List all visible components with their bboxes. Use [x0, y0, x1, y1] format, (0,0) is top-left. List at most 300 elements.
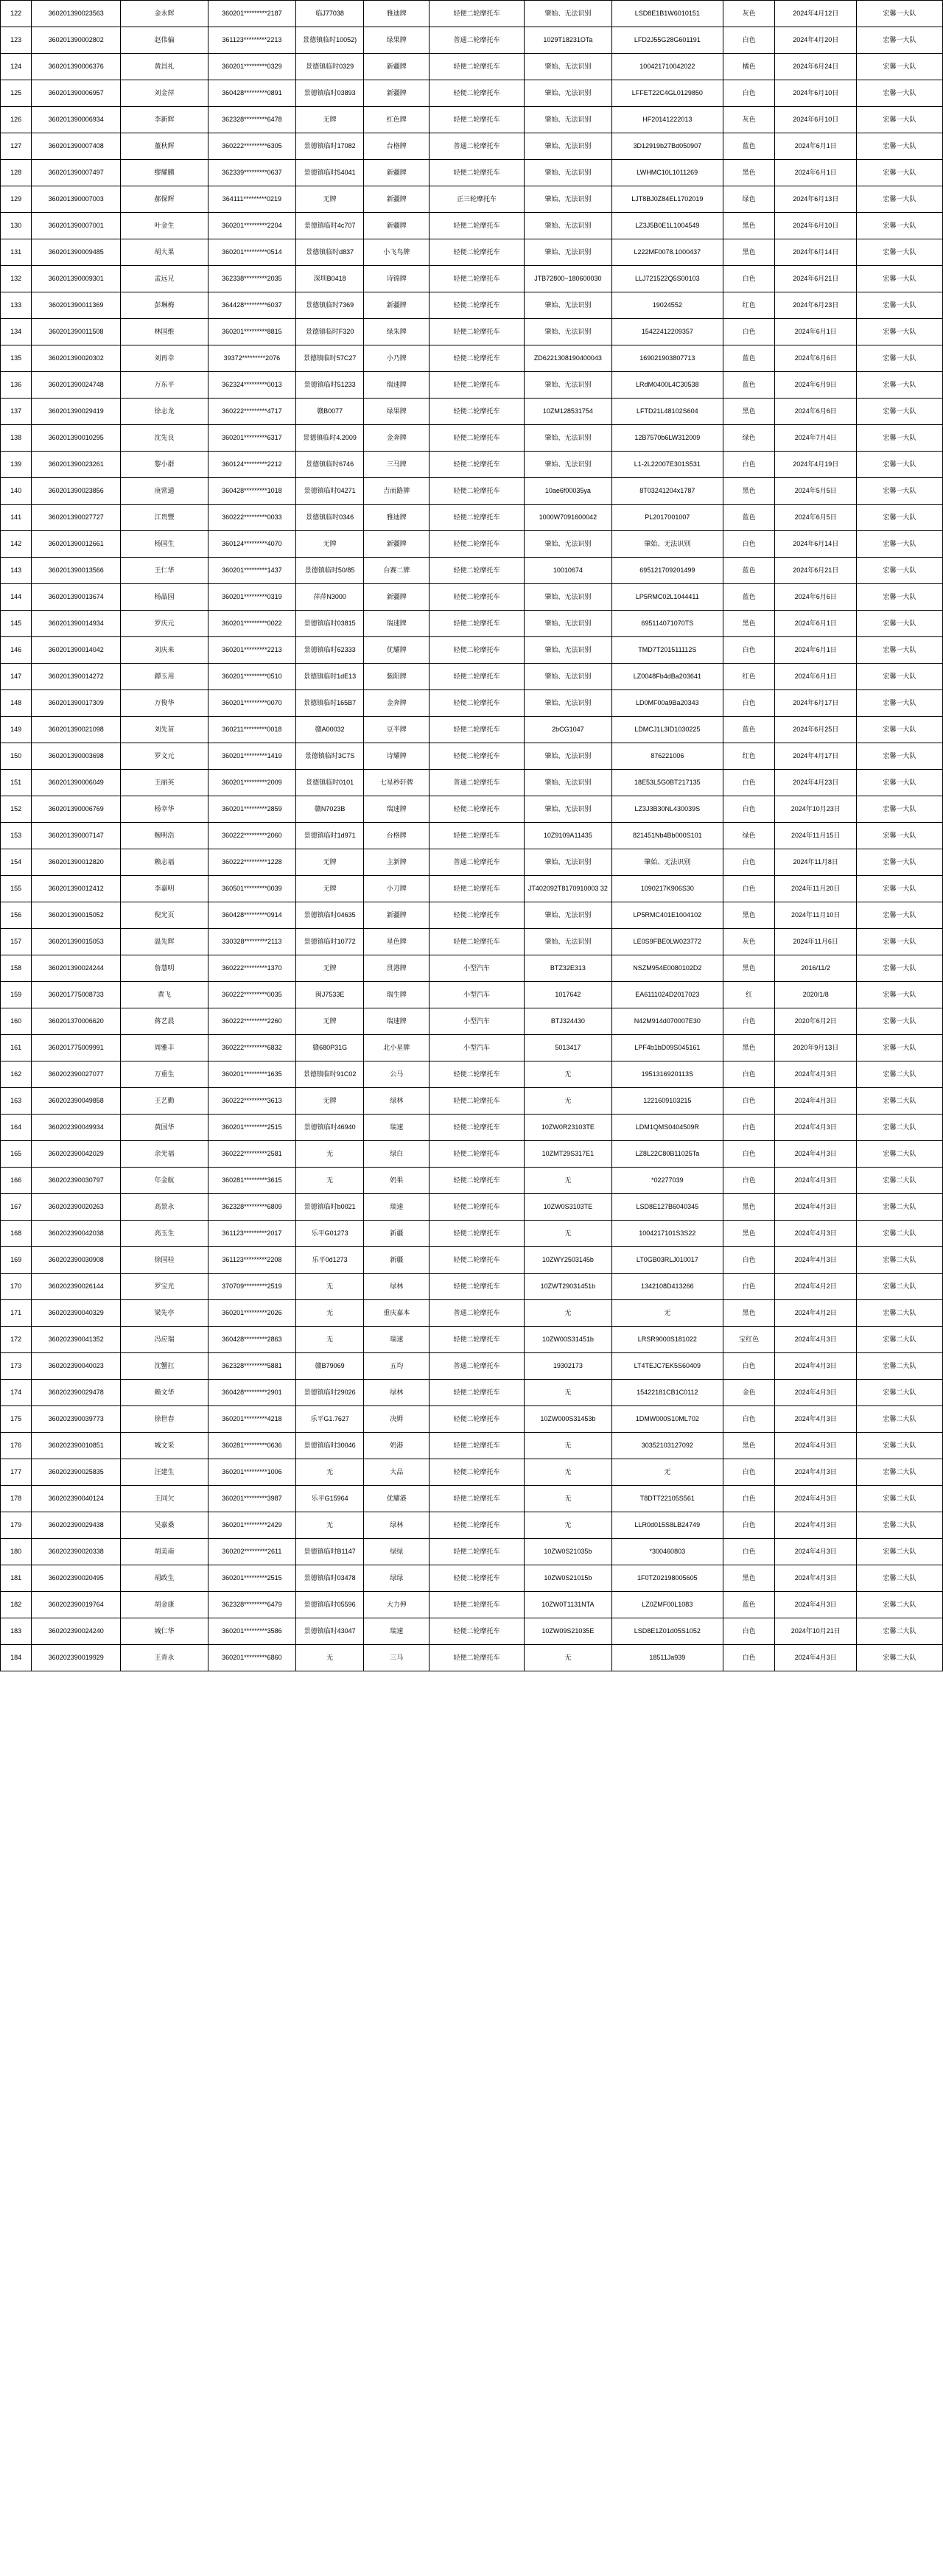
table-cell: 小型汽车: [430, 955, 525, 982]
table-cell: 宏馨一大队: [857, 266, 943, 292]
table-cell: 2024年7月4日: [775, 425, 857, 452]
table-cell: 轻便二轮摩托车: [430, 266, 525, 292]
table-cell: 轻便二轮摩托车: [430, 399, 525, 425]
table-cell: LPF4b1bD09S045161: [611, 1035, 723, 1061]
table-cell: 临J77038: [295, 1, 364, 27]
table-row: [1, 690, 943, 717]
table-cell: 奶果: [364, 1168, 430, 1194]
table-cell: 10ZW000S31453b: [524, 1406, 611, 1433]
table-row: [1, 1353, 943, 1380]
table-cell: 宏馨一大队: [857, 54, 943, 80]
table-cell: 15422412209357: [611, 319, 723, 345]
table-cell: 绿色: [723, 425, 774, 452]
table-cell: LDMCJ1L3ID1030225: [611, 717, 723, 743]
table-row: [1, 1380, 943, 1406]
table-cell: 360201390015052: [32, 902, 121, 929]
table-cell: 无: [524, 1380, 611, 1406]
table-cell: 360201*********2213: [208, 637, 295, 664]
table-cell: 景德镇临时62333: [295, 637, 364, 664]
table-cell: 沈先良: [121, 425, 208, 452]
table-cell: 轻便二轮摩托车: [430, 690, 525, 717]
table-cell: 景德镇临时10052): [295, 27, 364, 54]
table-cell: 黑色: [723, 1194, 774, 1221]
table-cell: 周雅丰: [121, 1035, 208, 1061]
table-cell: 轻便二轮摩托车: [430, 54, 525, 80]
table-cell: 轻便二轮摩托车: [430, 1327, 525, 1353]
table-cell: 景德镇临时91C02: [295, 1061, 364, 1088]
table-row: [1, 54, 943, 80]
table-row: [1, 1592, 943, 1618]
table-cell: 无: [295, 1274, 364, 1300]
table-cell: 江贵豐: [121, 505, 208, 531]
table-cell: 白色: [723, 876, 774, 902]
table-row: [1, 1168, 943, 1194]
table-cell: 罗庆元: [121, 611, 208, 637]
table-row: [1, 478, 943, 505]
table-cell: 360201390006934: [32, 107, 121, 133]
table-row: [1, 1, 943, 27]
table-cell: 360201*********6860: [208, 1645, 295, 1671]
table-cell: 159: [1, 982, 32, 1008]
table-cell: 360201390012412: [32, 876, 121, 902]
table-cell: 无: [295, 1459, 364, 1486]
table-cell: 董秋辉: [121, 133, 208, 160]
table-cell: 360201*********2859: [208, 796, 295, 823]
table-cell: LJT8BJ0Z84EL1702019: [611, 186, 723, 213]
table-cell: 宏馨二大队: [857, 1539, 943, 1565]
table-cell: 小刀牌: [364, 876, 430, 902]
table-cell: 叶金生: [121, 213, 208, 239]
table-cell: 183: [1, 1618, 32, 1645]
table-cell: 刘再幸: [121, 345, 208, 372]
table-cell: 肇始、无法识别: [524, 107, 611, 133]
table-cell: 小乃牌: [364, 345, 430, 372]
table-cell: 新疆牌: [364, 902, 430, 929]
table-row: [1, 849, 943, 876]
table-cell: 10ZW09S21035E: [524, 1618, 611, 1645]
table-cell: 157: [1, 929, 32, 955]
table-cell: 高景永: [121, 1194, 208, 1221]
table-cell: 轻便二轮摩托车: [430, 876, 525, 902]
table-cell: 2024年6月1日: [775, 611, 857, 637]
table-cell: 18E53L5G0BT217135: [611, 770, 723, 796]
table-row: [1, 611, 943, 637]
table-cell: 2024年4月3日: [775, 1247, 857, 1274]
table-cell: 宏馨一大队: [857, 372, 943, 399]
table-cell: 黑色: [723, 1300, 774, 1327]
table-cell: 364428*********6037: [208, 292, 295, 319]
table-cell: 新疆牌: [364, 186, 430, 213]
table-cell: 158: [1, 955, 32, 982]
table-cell: 赣B79069: [295, 1353, 364, 1380]
table-cell: 无: [295, 1300, 364, 1327]
table-cell: 361123*********2017: [208, 1221, 295, 1247]
table-cell: 宏馨二大队: [857, 1565, 943, 1592]
table-cell: 2024年6月10日: [775, 80, 857, 107]
table-cell: 2bCG1047: [524, 717, 611, 743]
table-cell: 无: [524, 1088, 611, 1115]
table-cell: 新疆: [364, 1221, 430, 1247]
table-cell: 景德镇临时0346: [295, 505, 364, 531]
table-cell: 新疆: [364, 1247, 430, 1274]
table-cell: 黄国华: [121, 1115, 208, 1141]
table-cell: 白色: [723, 1141, 774, 1168]
table-cell: 肇始、无法识别: [524, 80, 611, 107]
table-cell: 景德镇临时6746: [295, 452, 364, 478]
table-cell: 诗锦牌: [364, 266, 430, 292]
table-cell: 2020/1/8: [775, 982, 857, 1008]
table-cell: 轻便二轮摩托车: [430, 1194, 525, 1221]
table-cell: 360222*********0035: [208, 982, 295, 1008]
table-cell: 绿林: [364, 1088, 430, 1115]
table-cell: 普通二轮摩托车: [430, 1353, 525, 1380]
table-cell: 鲍明浩: [121, 823, 208, 849]
table-cell: 景德镇临时46940: [295, 1115, 364, 1141]
table-cell: 2024年4月23日: [775, 770, 857, 796]
table-cell: 360202390029438: [32, 1512, 121, 1539]
table-cell: 2024年4月2日: [775, 1300, 857, 1327]
table-cell: 2024年4月3日: [775, 1645, 857, 1671]
table-cell: 轻便二轮摩托车: [430, 743, 525, 770]
table-cell: 绿绿: [364, 1565, 430, 1592]
table-cell: 2024年6月21日: [775, 266, 857, 292]
table-row: [1, 160, 943, 186]
table-cell: 2024年6月5日: [775, 505, 857, 531]
table-cell: 184: [1, 1645, 32, 1671]
table-cell: 主新牌: [364, 849, 430, 876]
table-cell: 无: [524, 1221, 611, 1247]
table-cell: 黑色: [723, 160, 774, 186]
table-row: [1, 266, 943, 292]
table-cell: 宏馨一大队: [857, 558, 943, 584]
table-cell: 2024年4月3日: [775, 1115, 857, 1141]
table-cell: 360201*********2429: [208, 1512, 295, 1539]
table-cell: 2024年6月6日: [775, 345, 857, 372]
table-cell: 台格牌: [364, 133, 430, 160]
table-cell: 2024年11月15日: [775, 823, 857, 849]
table-cell: LD0MF00a9Ba20343: [611, 690, 723, 717]
table-cell: 无: [524, 1433, 611, 1459]
table-cell: 绿色: [723, 186, 774, 213]
table-cell: 360201*********3987: [208, 1486, 295, 1512]
table-cell: 180: [1, 1539, 32, 1565]
table-cell: 新疆牌: [364, 54, 430, 80]
table-cell: 360428*********2863: [208, 1327, 295, 1353]
table-cell: 360202390040329: [32, 1300, 121, 1327]
table-row: [1, 27, 943, 54]
table-cell: 18511Ja939: [611, 1645, 723, 1671]
table-cell: 宏馨二大队: [857, 1061, 943, 1088]
table-cell: 宏馨二大队: [857, 1300, 943, 1327]
table-cell: 360201*********1419: [208, 743, 295, 770]
table-cell: 360201390023563: [32, 1, 121, 27]
table-cell: 12B7570b6LW312009: [611, 425, 723, 452]
table-cell: BTJ324430: [524, 1008, 611, 1035]
table-cell: 无牌: [295, 107, 364, 133]
table-cell: 蓝色: [723, 345, 774, 372]
table-cell: 轻便二轮摩托车: [430, 505, 525, 531]
table-cell: 黑色: [723, 1565, 774, 1592]
table-cell: 360201390009485: [32, 239, 121, 266]
table-cell: 轻便二轮摩托车: [430, 1274, 525, 1300]
table-cell: 肇始、无法识别: [524, 160, 611, 186]
table-cell: 轻便二轮摩托车: [430, 1, 525, 27]
table-cell: 景德镇临时54041: [295, 160, 364, 186]
table-cell: 153: [1, 823, 32, 849]
table-cell: 360201*********1437: [208, 558, 295, 584]
table-cell: 155: [1, 876, 32, 902]
table-cell: 2024年6月10日: [775, 213, 857, 239]
table-cell: 19302173: [524, 1353, 611, 1380]
table-cell: 梁先亭: [121, 1300, 208, 1327]
table-cell: 无: [524, 1300, 611, 1327]
table-cell: 小飞鸟牌: [364, 239, 430, 266]
table-cell: 黑色: [723, 902, 774, 929]
table-cell: 1DMW000S10ML702: [611, 1406, 723, 1433]
table-cell: 179: [1, 1512, 32, 1539]
table-cell: 宏馨一大队: [857, 186, 943, 213]
table-row: [1, 558, 943, 584]
table-cell: 134: [1, 319, 32, 345]
table-cell: 361123*********2213: [208, 27, 295, 54]
table-cell: 宏馨二大队: [857, 1406, 943, 1433]
table-cell: 普通二轮摩托车: [430, 849, 525, 876]
table-cell: 2024年4月3日: [775, 1565, 857, 1592]
table-cell: 360211*********0018: [208, 717, 295, 743]
table-cell: 宏馨一大队: [857, 160, 943, 186]
table-cell: 景德镇临时165B7: [295, 690, 364, 717]
table-cell: 2024年11月8日: [775, 849, 857, 876]
table-cell: 宏馨二大队: [857, 1327, 943, 1353]
table-cell: 360201775009991: [32, 1035, 121, 1061]
table-cell: 2024年6月1日: [775, 319, 857, 345]
table-cell: 2024年6月25日: [775, 717, 857, 743]
table-cell: 景德镇临时03815: [295, 611, 364, 637]
table-cell: 10ZWY2503145b: [524, 1247, 611, 1274]
table-cell: 360201390014042: [32, 637, 121, 664]
table-cell: 宏馨一大队: [857, 1008, 943, 1035]
table-cell: 360202390020495: [32, 1565, 121, 1592]
table-cell: 肇始、无法识别: [524, 531, 611, 558]
table-cell: 轻便二轮摩托车: [430, 292, 525, 319]
table-cell: LP5RMC401E1004102: [611, 902, 723, 929]
table-cell: 刘金萍: [121, 80, 208, 107]
table-cell: 景德镇临时05596: [295, 1592, 364, 1618]
table-cell: 174: [1, 1380, 32, 1406]
table-cell: 360222*********4717: [208, 399, 295, 425]
table-cell: 郝保辉: [121, 186, 208, 213]
table-cell: 2024年11月6日: [775, 929, 857, 955]
table-cell: 轻便二轮摩托车: [430, 1459, 525, 1486]
table-cell: 360501*********0039: [208, 876, 295, 902]
table-cell: 肇始、无法识别: [524, 690, 611, 717]
table-cell: 高玉生: [121, 1221, 208, 1247]
table-cell: 360202390041352: [32, 1327, 121, 1353]
table-cell: LLR0d015S8LB24749: [611, 1512, 723, 1539]
table-cell: 168: [1, 1221, 32, 1247]
table-cell: 宏馨一大队: [857, 292, 943, 319]
table-cell: 肇始、无法识别: [524, 133, 611, 160]
table-row: [1, 372, 943, 399]
table-cell: 5013417: [524, 1035, 611, 1061]
table-cell: 360428*********1018: [208, 478, 295, 505]
table-cell: TMD7T201511112S: [611, 637, 723, 664]
table-cell: 肇始、无法识别: [524, 239, 611, 266]
table-cell: 红色牌: [364, 107, 430, 133]
table-cell: 轻便二轮摩托车: [430, 452, 525, 478]
table-cell: LSD8E1B1W6010151: [611, 1, 723, 27]
table-cell: 360202390026144: [32, 1274, 121, 1300]
table-row: [1, 292, 943, 319]
table-cell: 360428*********0914: [208, 902, 295, 929]
table-cell: 黑色: [723, 1221, 774, 1247]
table-cell: 瑞生牌: [364, 982, 430, 1008]
table-cell: 154: [1, 849, 32, 876]
table-cell: 宏馨一大队: [857, 982, 943, 1008]
table-cell: 360202390024240: [32, 1618, 121, 1645]
table-cell: 360201390012661: [32, 531, 121, 558]
table-cell: 白色: [723, 849, 774, 876]
table-cell: 360201*********2009: [208, 770, 295, 796]
table-cell: 2024年6月1日: [775, 160, 857, 186]
table-cell: 王艺勤: [121, 1088, 208, 1115]
table-cell: 轻便二轮摩托车: [430, 1247, 525, 1274]
table-cell: 贯港牌: [364, 955, 430, 982]
table-cell: 绿林: [364, 1380, 430, 1406]
table-cell: T8DTT22105S561: [611, 1486, 723, 1512]
table-cell: 胡美南: [121, 1539, 208, 1565]
table-cell: 白色: [723, 1486, 774, 1512]
table-cell: 庚常通: [121, 478, 208, 505]
table-row: [1, 1247, 943, 1274]
table-cell: 362328*********5881: [208, 1353, 295, 1380]
table-cell: 360201370006620: [32, 1008, 121, 1035]
table-cell: 景德镇临时1dE13: [295, 664, 364, 690]
table-cell: 白色: [723, 1088, 774, 1115]
table-row: [1, 1008, 943, 1035]
table-cell: 10ae6f00035ya: [524, 478, 611, 505]
table-cell: 167: [1, 1194, 32, 1221]
table-cell: 城仁华: [121, 1618, 208, 1645]
table-cell: 无牌: [295, 955, 364, 982]
table-cell: 360201*********2026: [208, 1300, 295, 1327]
table-cell: 宏馨一大队: [857, 1035, 943, 1061]
table-row: [1, 1221, 943, 1247]
table-cell: 39372*********2076: [208, 345, 295, 372]
table-cell: LZ3J3B30NL430039S: [611, 796, 723, 823]
table-cell: 余光福: [121, 1141, 208, 1168]
table-cell: 蓝色: [723, 558, 774, 584]
table-cell: 轻便二轮摩托车: [430, 1141, 525, 1168]
table-cell: 白色: [723, 1406, 774, 1433]
table-cell: 2024年4月2日: [775, 1274, 857, 1300]
table-cell: 台赛二牌: [364, 558, 430, 584]
table-cell: 无牌: [295, 1088, 364, 1115]
table-cell: 冯应瑞: [121, 1327, 208, 1353]
table-cell: 2024年6月24日: [775, 54, 857, 80]
table-cell: 轻便二轮摩托车: [430, 1380, 525, 1406]
table-row: [1, 770, 943, 796]
table-cell: 景德镇临时0329: [295, 54, 364, 80]
table-cell: 蓝色: [723, 717, 774, 743]
table-cell: 黑色: [723, 1433, 774, 1459]
table-cell: 126: [1, 107, 32, 133]
table-cell: 360201390014272: [32, 664, 121, 690]
table-cell: 肇始、无法识别: [524, 213, 611, 239]
table-cell: 152: [1, 796, 32, 823]
table-cell: 肇始、无法识别: [524, 637, 611, 664]
table-cell: 136: [1, 372, 32, 399]
table-row: [1, 425, 943, 452]
table-cell: 刘先苗: [121, 717, 208, 743]
table-cell: 2024年6月1日: [775, 133, 857, 160]
table-row: [1, 982, 943, 1008]
table-cell: 景德镇临时3C7S: [295, 743, 364, 770]
table-cell: 370709*********2519: [208, 1274, 295, 1300]
table-cell: 181: [1, 1565, 32, 1592]
table-cell: LLJ721522Q5S00103: [611, 266, 723, 292]
table-cell: BTZ32E313: [524, 955, 611, 982]
table-cell: 轻便二轮摩托车: [430, 345, 525, 372]
table-cell: 肇始、无法识别: [524, 452, 611, 478]
table-cell: 无: [524, 1061, 611, 1088]
table-cell: 肇始、无法识别: [524, 611, 611, 637]
table-cell: 30352103127092: [611, 1433, 723, 1459]
table-cell: 360202390040124: [32, 1486, 121, 1512]
table-cell: 2024年4月3日: [775, 1592, 857, 1618]
table-cell: 3D12919b27Bd050907: [611, 133, 723, 160]
table-cell: 360222*********6305: [208, 133, 295, 160]
table-cell: 无牌: [295, 849, 364, 876]
table-row: [1, 399, 943, 425]
table-cell: 360201390002802: [32, 27, 121, 54]
table-cell: 赣A00032: [295, 717, 364, 743]
table-cell: LZ0048Fb4dBa203641: [611, 664, 723, 690]
table-cell: 轻便二轮摩托车: [430, 160, 525, 186]
table-cell: 141: [1, 505, 32, 531]
table-cell: 三马牌: [364, 452, 430, 478]
table-cell: 142: [1, 531, 32, 558]
table-cell: 360202390020263: [32, 1194, 121, 1221]
table-cell: 普通二轮摩托车: [430, 1300, 525, 1327]
table-cell: 轻便二轮摩托车: [430, 213, 525, 239]
table-cell: 白色: [723, 1459, 774, 1486]
table-cell: 肇始、无法识别: [524, 743, 611, 770]
table-cell: 无: [524, 1168, 611, 1194]
table-cell: 2024年6月6日: [775, 584, 857, 611]
table-cell: 360202390030908: [32, 1247, 121, 1274]
table-cell: 轻便二轮摩托车: [430, 1061, 525, 1088]
table-cell: 1221609103215: [611, 1088, 723, 1115]
table-cell: 2020年9月13日: [775, 1035, 857, 1061]
table-cell: 360201*********0319: [208, 584, 295, 611]
table-cell: LFFET22C4GL0129850: [611, 80, 723, 107]
table-cell: 徐世春: [121, 1406, 208, 1433]
table-cell: 无: [524, 1486, 611, 1512]
table-cell: 橘色: [723, 54, 774, 80]
table-cell: 詹慧明: [121, 955, 208, 982]
table-cell: JTB72800~180600030: [524, 266, 611, 292]
table-cell: 2024年4月19日: [775, 452, 857, 478]
table-cell: 宏馨一大队: [857, 531, 943, 558]
table-cell: 150: [1, 743, 32, 770]
table-cell: 黄飞: [121, 982, 208, 1008]
table-cell: 360201390023261: [32, 452, 121, 478]
table-cell: 瑞速牌: [364, 1008, 430, 1035]
table-cell: 2024年4月3日: [775, 1539, 857, 1565]
table-cell: 宏馨二大队: [857, 1168, 943, 1194]
table-cell: 胡大果: [121, 239, 208, 266]
